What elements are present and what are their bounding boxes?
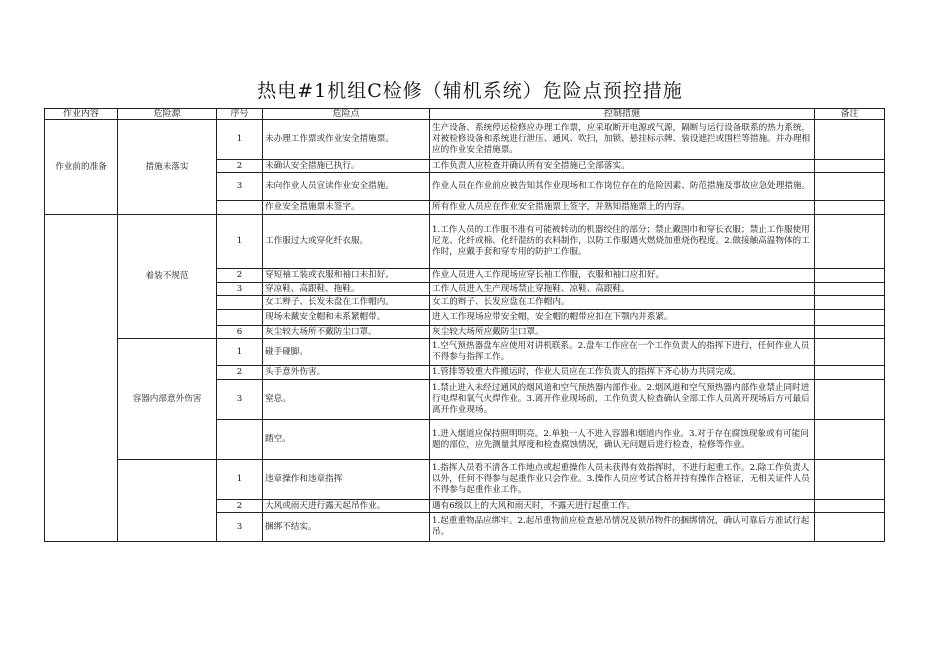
header-point: 危险点 [263, 109, 430, 120]
control-measure-cell: 1.禁止进入未经过通风的烟风道和空气预热器内部作业。2.烟风道和空气预热器内部作业禁止同时进行电焊和氧气火焊作业。3.离开作业现场前，工作负责人检查确认全部工作人员离开现场后方可最后离开作业现场。 [430, 380, 815, 420]
control-measure-cell: 生产设备、系统停运检修应办理工作票，应采取断开电源或气源，隔断与运行设备联系的热力系统，对被检修设备和系统进行泄压、通风、吹扫，加锁、悬挂标示牌、装设遮拦或围栏等措施。并办理相应的作业安全措施票。 [430, 120, 815, 160]
hazard-point-cell: 捆绑不结实。 [263, 513, 430, 542]
seq-cell [217, 420, 263, 460]
seq-cell: 3 [217, 513, 263, 542]
control-measure-cell: 1.管排等较重大件搬运时，作业人员应在工作负责人的指挥下齐心协力共同完成。 [430, 366, 815, 380]
seq-cell: 2 [217, 500, 263, 513]
hazard-source-cell: 措施未落实 [118, 120, 217, 215]
hazard-point-cell: 违章操作和违章指挥 [263, 460, 430, 500]
seq-cell: 3 [217, 380, 263, 420]
seq-cell: 2 [217, 269, 263, 283]
note-cell [815, 283, 885, 296]
control-measure-cell: 工作负责人应检查并确认所有安全措施已全部落实。 [430, 160, 815, 173]
control-measure-cell: 1.进入烟道应保持照明明亮。2.单独一人不进入容器和烟道内作业。3.对于存在腐蚀现象或有可能问题的部位，应先测量其厚度和检查腐蚀情况，确认无问题后进行检查，检修等作业。 [430, 420, 815, 460]
control-measure-cell: 工作人员进入生产现场禁止穿拖鞋、凉鞋、高跟鞋。 [430, 283, 815, 296]
note-cell [815, 513, 885, 542]
hazard-point-cell: 工作服过大或穿化纤衣服。 [263, 215, 430, 269]
note-cell [815, 310, 885, 326]
work-content-cell [45, 215, 118, 542]
control-measure-cell: 灰尘较大场所应戴防尘口罩。 [430, 326, 815, 339]
note-cell [815, 173, 885, 201]
hazard-point-cell: 头手意外伤害。 [263, 366, 430, 380]
control-measure-cell: 作业人员进入工作现场应穿长袖工作服，衣服和袖口应扣好。 [430, 269, 815, 283]
hazard-point-cell: 作业安全措施票未签字。 [263, 201, 430, 215]
seq-cell: 3 [217, 173, 263, 201]
control-measure-cell: 进入工作现场应带安全帽，安全帽的帽带应扣在下颚内并系紧。 [430, 310, 815, 326]
work-content-cell: 作业前的准备 [45, 120, 118, 215]
note-cell [815, 120, 885, 160]
seq-cell [217, 310, 263, 326]
seq-cell: 1 [217, 460, 263, 500]
hazard-point-cell: 大风或雨天进行露天起吊作业。 [263, 500, 430, 513]
note-cell [815, 296, 885, 310]
header-row [45, 109, 885, 120]
hazard-point-cell: 踏空。 [263, 420, 430, 460]
note-cell [815, 215, 885, 269]
header-note: 备注 [815, 109, 885, 120]
hazard-source-cell: 着装不规范 [118, 215, 217, 339]
table-row [45, 339, 885, 366]
seq-cell [217, 296, 263, 310]
hazard-point-cell: 碰手碰脚。 [263, 339, 430, 366]
note-cell [815, 420, 885, 460]
note-cell [815, 201, 885, 215]
note-cell [815, 460, 885, 500]
hazard-point-cell: 未向作业人员宣读作业安全措施。 [263, 173, 430, 201]
table-row [45, 460, 885, 500]
hazard-point-cell: 窒息。 [263, 380, 430, 420]
note-cell [815, 366, 885, 380]
control-measure-cell: 1.起重重物品应绑牢。2.起吊重物前应检查悬吊情况及锁吊物件的捆绑情况，确认可靠后方准试行起吊。 [430, 513, 815, 542]
seq-cell: 1 [217, 120, 263, 160]
control-measure-cell: 所有作业人员应在作业安全措施票上签字，并熟知措施票上的内容。 [430, 201, 815, 215]
hazard-point-cell: 现场未戴安全帽和未系紧帽带。 [263, 310, 430, 326]
seq-cell: 6 [217, 326, 263, 339]
hazard-control-table [44, 108, 885, 542]
control-measure-cell: 1.指挥人员看不清各工作地点或起重操作人员未获得有效指挥时，不进行起重工作。2.除工作负责人以外，任何不得参与起重作业只会作业。3.操作人员应考试合格并持有操作合格证，无相关证件人员不得参与起重作业工作。 [430, 460, 815, 500]
control-measure-cell: 作业人员在作业前应被告知其作业现场和工作岗位存在的危险因素、防范措施及事故应急处理措施。 [430, 173, 815, 201]
seq-cell: 2 [217, 160, 263, 173]
hazard-source-cell: 容器内部意外伤害 [118, 339, 217, 460]
header-control: 控制措施 [430, 109, 815, 120]
page-title: 热电#1机组C检修（辅机系统）危险点预控措施 [257, 80, 683, 102]
note-cell [815, 269, 885, 283]
note-cell [815, 326, 885, 339]
hazard-point-cell: 女工辫子、长发未盘在工作帽内。 [263, 296, 430, 310]
control-measure-cell: 女工的辫子、长发应盘在工作帽内。 [430, 296, 815, 310]
note-cell [815, 500, 885, 513]
seq-cell: 3 [217, 283, 263, 296]
table-row [45, 215, 885, 269]
control-measure-cell: 1.空气预热器盘车应使用对讲机联系。2.盘车工作应在一个工作负责人的指挥下进行，任何作业人员不得参与指挥工作。 [430, 339, 815, 366]
note-cell [815, 339, 885, 366]
seq-cell: 1 [217, 339, 263, 366]
seq-cell: 1 [217, 215, 263, 269]
table-row [45, 120, 885, 160]
control-measure-cell: 1.工作人员的工作服不准有可能被转动的机器绞住的部分；禁止戴围巾和穿长衣服；禁止工作服使用尼龙、化纤或棉、化纤混纺的衣料制作，以防工作服遇火燃烧加重烧伤程度。2.做接触高温物体的工作时，应戴手套和穿专用的防护工作服。 [430, 215, 815, 269]
note-cell [815, 380, 885, 420]
hazard-point-cell: 穿短袖工装或衣服和袖口未扣好。 [263, 269, 430, 283]
hazard-point-cell: 未办理工作票或作业安全措施票。 [263, 120, 430, 160]
control-measure-cell: 遇有6级以上的大风和雨天时，不露天进行起重工作。 [430, 500, 815, 513]
header-seq: 序号 [217, 109, 263, 120]
hazard-point-cell: 灰尘较大场所不戴防尘口罩。 [263, 326, 430, 339]
seq-cell [217, 201, 263, 215]
hazard-source-cell [118, 460, 217, 542]
note-cell [815, 160, 885, 173]
hazard-point-cell: 未确认安全措施已执行。 [263, 160, 430, 173]
header-work: 作业内容 [45, 109, 118, 120]
seq-cell: 2 [217, 366, 263, 380]
hazard-point-cell: 穿凉鞋、高跟鞋、拖鞋。 [263, 283, 430, 296]
header-hazard: 危险源 [118, 109, 217, 120]
